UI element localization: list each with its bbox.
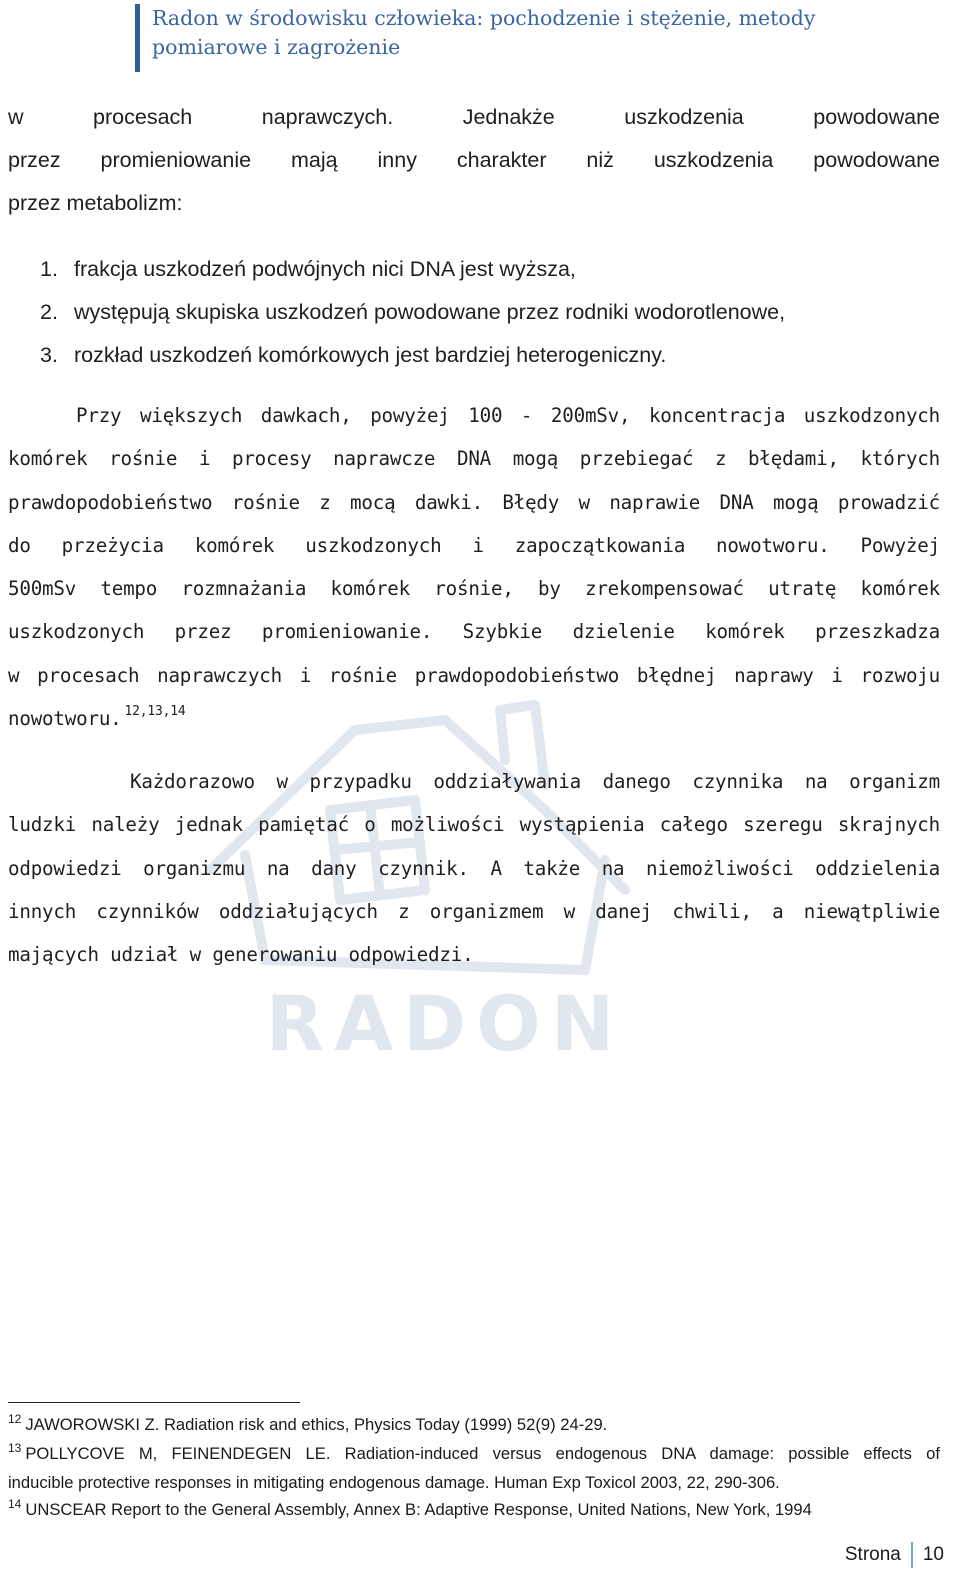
page-footer [845, 1542, 944, 1568]
text-line: w procesach naprawczych. Jednakże uszkodzenia powodowane [8, 105, 940, 129]
header-title-line2: pomiarowe i zagrożenie [152, 35, 401, 59]
footnote-divider [8, 1402, 300, 1403]
list-item [40, 248, 785, 291]
text-line: Przy większych dawkach, powyżej 100 - 200mSv, koncentracja uszkodzonych [76, 404, 940, 427]
list-text: występują skupiska uszkodzeń powodowane przez rodniki wodorotlenowe, [74, 300, 786, 324]
footnote-text: POLLYCOVE M, FEINENDEGEN LE. Radiation-induced versus endogenous DNA damage: possible effects of [25, 1444, 940, 1463]
text-line-last: nowotworu. [8, 707, 122, 731]
footnote-number: 14 [8, 1497, 22, 1511]
text-line: do przeżycia komórek uszkodzonych i zapoczątkowania nowotworu. Powyżej [8, 533, 940, 557]
footnote [8, 1496, 940, 1525]
text-line [8, 697, 940, 740]
footer-separator [911, 1542, 913, 1568]
header-title-line1: Radon w środowisku człowieka: pochodzenie i stężenie, metody [152, 6, 816, 30]
footnote-text: UNSCEAR Report to the General Assembly, Annex B: Adaptive Response, United Nations, New York, 1994 [25, 1500, 812, 1519]
text-line: przez promieniowanie mają inny charakter niż uszkodzenia powodowane [8, 148, 940, 172]
text-line: innych czynników oddziałujących z organizmem w danej chwili, a niewątpliwie [8, 899, 940, 923]
intro-paragraph [8, 96, 940, 225]
text-line: odpowiedzi organizmu na dany czynnik. A także na niemożliwości oddzielenia [8, 856, 940, 880]
text-line: ludzki należy jednak pamiętać o możliwości wystąpienia całego szeregu skrajnych [8, 813, 940, 837]
list-text: frakcja uszkodzeń podwójnych nici DNA jest wyższa, [74, 257, 576, 281]
footnote-text: JAWOROWSKI Z. Radiation risk and ethics, Physics Today (1999) 52(9) 24-29. [25, 1415, 608, 1434]
watermark-label: RADON [265, 979, 625, 1068]
running-header [135, 4, 952, 72]
response-paragraph [8, 760, 940, 976]
text-line: komórek rośnie i procesy naprawcze DNA mogą przebiegać z błędami, których [8, 447, 940, 471]
list-item [40, 334, 785, 377]
text-line: w procesach naprawczych i rośnie prawdopodobieństwo błędnej naprawy i rozwoju [8, 663, 940, 687]
footnote-continuation: inducible protective responses in mitigating endogenous damage. Human Exp Toxicol 2003, 22, 290-306. [8, 1473, 780, 1492]
footnote-number: 13 [8, 1441, 22, 1455]
dose-paragraph [8, 394, 940, 740]
text-line: 500mSv tempo rozmnażania komórek rośnie, by zrekompensować utratę komórek [8, 577, 940, 601]
footnotes [8, 1411, 940, 1525]
footnote [8, 1411, 940, 1440]
list-number: 3. [40, 343, 58, 367]
list-item [40, 291, 785, 334]
text-line: prawdopodobieństwo rośnie z mocą dawki. Błędy w naprawie DNA mogą prowadzić [8, 490, 940, 514]
footnote [8, 1440, 940, 1469]
footnote-number: 12 [8, 1412, 22, 1426]
text-line: mających udział w generowaniu odpowiedzi. [8, 943, 474, 967]
page-label: Strona [844, 1544, 901, 1566]
page-number: 10 [922, 1544, 944, 1566]
text-line: Każdorazowo w przypadku oddziaływania danego czynnika na organizm [130, 770, 940, 793]
list-text: rozkład uszkodzeń komórkowych jest bardziej heterogeniczny. [74, 343, 667, 367]
text-line: przez metabolizm: [8, 191, 183, 215]
text-line: uszkodzonych przez promieniowanie. Szybkie dzielenie komórek przeszkadza [8, 620, 940, 644]
damage-list [40, 248, 785, 377]
footnote-refs[interactable]: 12,13,14 [124, 704, 186, 720]
list-number: 1. [40, 257, 58, 281]
list-number: 2. [40, 300, 58, 324]
